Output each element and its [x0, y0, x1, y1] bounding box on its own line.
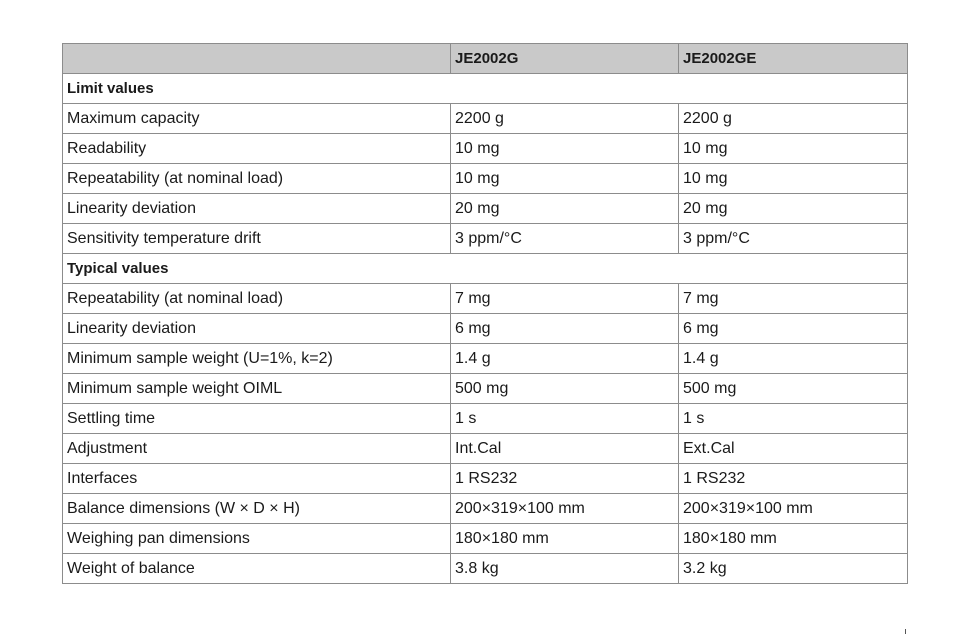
table-row	[63, 494, 908, 524]
model-2-value-cell: 180×180 mm	[679, 524, 908, 554]
model-1-value-cell: 6 mg	[451, 314, 679, 344]
parameter-cell: Minimum sample weight OIML	[63, 374, 451, 404]
table-row	[63, 374, 908, 404]
model-2-value-cell: 6 mg	[679, 314, 908, 344]
table-row	[63, 104, 908, 134]
specifications-table	[62, 43, 908, 584]
section-header-row	[63, 74, 908, 104]
parameter-cell: Balance dimensions (W × D × H)	[63, 494, 451, 524]
model-1-value-cell: 10 mg	[451, 164, 679, 194]
model-1-value-cell: 20 mg	[451, 194, 679, 224]
table-row	[63, 344, 908, 374]
model-2-value-cell: 7 mg	[679, 284, 908, 314]
section-header-row	[63, 254, 908, 284]
parameter-cell: Interfaces	[63, 464, 451, 494]
model-1-value-cell: 2200 g	[451, 104, 679, 134]
section-title: Typical values	[63, 254, 908, 284]
header-cell-model-2: JE2002GE	[679, 44, 908, 74]
model-2-value-cell: 20 mg	[679, 194, 908, 224]
model-1-value-cell: 200×319×100 mm	[451, 494, 679, 524]
table-row	[63, 224, 908, 254]
model-1-value-cell: 10 mg	[451, 134, 679, 164]
parameter-cell: Maximum capacity	[63, 104, 451, 134]
model-2-value-cell: Ext.Cal	[679, 434, 908, 464]
table-row	[63, 404, 908, 434]
model-1-value-cell: 1 s	[451, 404, 679, 434]
table-row	[63, 524, 908, 554]
model-2-value-cell: 10 mg	[679, 164, 908, 194]
table-row	[63, 554, 908, 584]
header-row	[63, 44, 908, 74]
model-1-value-cell: 3 ppm/°C	[451, 224, 679, 254]
model-2-value-cell: 1 s	[679, 404, 908, 434]
model-2-value-cell: 200×319×100 mm	[679, 494, 908, 524]
model-1-value-cell: 1 RS232	[451, 464, 679, 494]
model-1-value-cell: 500 mg	[451, 374, 679, 404]
parameter-cell: Repeatability (at nominal load)	[63, 284, 451, 314]
parameter-cell: Linearity deviation	[63, 194, 451, 224]
model-2-value-cell: 1.4 g	[679, 344, 908, 374]
page-mark	[905, 629, 906, 634]
parameter-cell: Repeatability (at nominal load)	[63, 164, 451, 194]
model-2-value-cell: 1 RS232	[679, 464, 908, 494]
model-2-value-cell: 3.2 kg	[679, 554, 908, 584]
table-row	[63, 194, 908, 224]
header-cell-parameter	[63, 44, 451, 74]
table-row	[63, 284, 908, 314]
section-title: Limit values	[63, 74, 908, 104]
parameter-cell: Linearity deviation	[63, 314, 451, 344]
model-2-value-cell: 3 ppm/°C	[679, 224, 908, 254]
parameter-cell: Weighing pan dimensions	[63, 524, 451, 554]
parameter-cell: Adjustment	[63, 434, 451, 464]
model-1-value-cell: Int.Cal	[451, 434, 679, 464]
parameter-cell: Minimum sample weight (U=1%, k=2)	[63, 344, 451, 374]
table-row	[63, 164, 908, 194]
model-2-value-cell: 2200 g	[679, 104, 908, 134]
header-cell-model-1: JE2002G	[451, 44, 679, 74]
model-2-value-cell: 500 mg	[679, 374, 908, 404]
model-1-value-cell: 1.4 g	[451, 344, 679, 374]
model-2-value-cell: 10 mg	[679, 134, 908, 164]
table-row	[63, 464, 908, 494]
parameter-cell: Sensitivity temperature drift	[63, 224, 451, 254]
model-1-value-cell: 7 mg	[451, 284, 679, 314]
parameter-cell: Settling time	[63, 404, 451, 434]
table-header	[63, 44, 908, 74]
table-row	[63, 134, 908, 164]
parameter-cell: Readability	[63, 134, 451, 164]
table-body	[63, 74, 908, 584]
table-row	[63, 314, 908, 344]
model-1-value-cell: 180×180 mm	[451, 524, 679, 554]
model-1-value-cell: 3.8 kg	[451, 554, 679, 584]
table-row	[63, 434, 908, 464]
parameter-cell: Weight of balance	[63, 554, 451, 584]
